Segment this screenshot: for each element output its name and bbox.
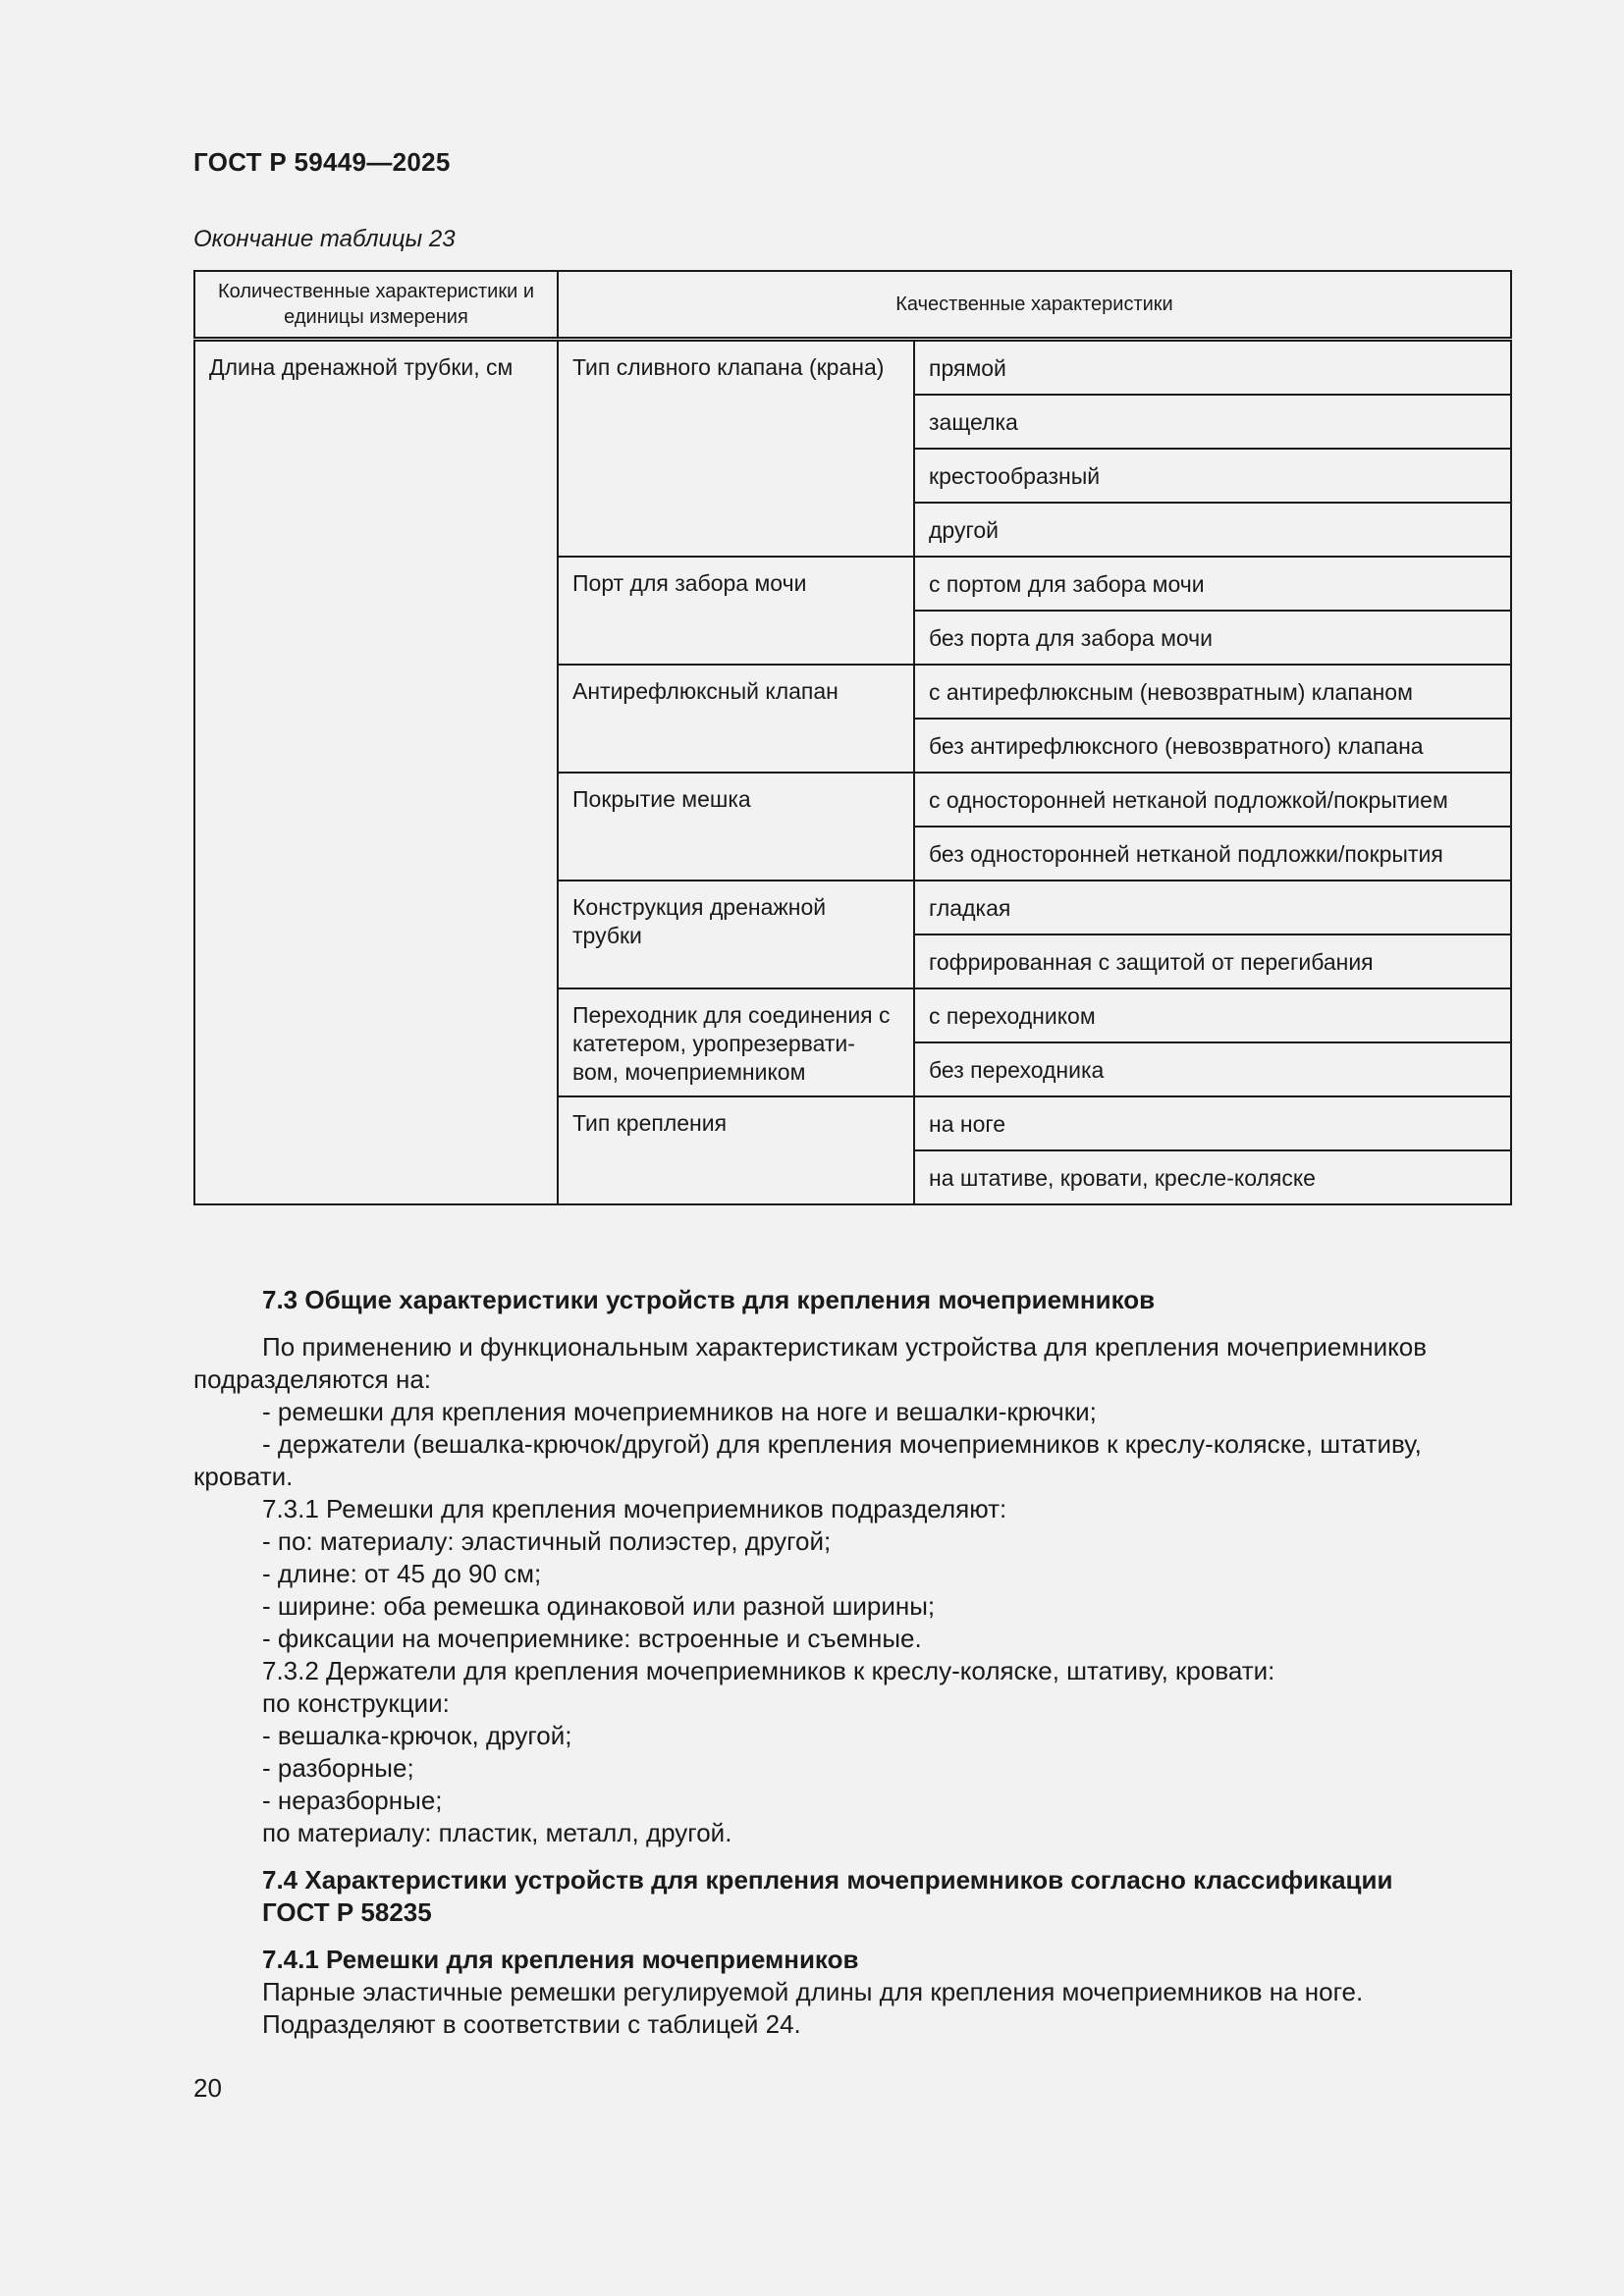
group-value: без односторонней нетканой подложки/покрытия	[914, 827, 1511, 881]
group-name: Переходник для соединения с катетером, уропрезервати-вом, мочеприемником	[558, 988, 914, 1096]
list-item-continuation: кровати.	[193, 1462, 294, 1491]
list-item: - разборные;	[262, 1753, 414, 1783]
list-item: - длине: от 45 до 90 см;	[262, 1559, 542, 1588]
list-item: - фиксации на мочеприемнике: встроенные и съемные.	[262, 1624, 922, 1653]
list-item: - по: материалу: эластичный полиэстер, другой;	[262, 1526, 832, 1556]
characteristics-table	[193, 270, 1512, 1205]
section-heading-7-4-cont: ГОСТ Р 58235	[262, 1897, 432, 1927]
group-value: с переходником	[914, 988, 1511, 1042]
group-value: на ноге	[914, 1096, 1511, 1150]
group-value: с односторонней нетканой подложкой/покрытием	[914, 773, 1511, 827]
group-name: Покрытие мешка	[558, 773, 914, 881]
group-value: гладкая	[914, 881, 1511, 934]
paragraph: Парные эластичные ремешки регулируемой длины для крепления мочеприемников на ноге.	[262, 1977, 1364, 2006]
subsection-7-3-2: 7.3.2 Держатели для крепления мочеприемников к креслу-коляске, штативу, кровати:	[262, 1656, 1275, 1685]
group-value: с антирефлюксным (невозвратным) клапаном	[914, 665, 1511, 719]
page-number: 20	[193, 2073, 222, 2103]
group-value: с портом для забора мочи	[914, 557, 1511, 611]
section-heading-7-4: 7.4 Характеристики устройств для крепления мочеприемников согласно классификации	[262, 1865, 1393, 1895]
table-caption: Окончание таблицы 23	[193, 226, 456, 252]
group-value: прямой	[914, 340, 1511, 396]
paragraph: Подразделяют в соответствии с таблицей 24.	[262, 2009, 801, 2039]
quantitative-cell: Длина дренажной трубки, см	[194, 340, 558, 1205]
section-heading-7-4-1: 7.4.1 Ремешки для крепления мочеприемников	[262, 1945, 859, 1974]
group-name: Порт для забора мочи	[558, 557, 914, 665]
list-item: - ширине: оба ремешка одинаковой или разной ширины;	[262, 1591, 936, 1621]
section-heading-7-3: 7.3 Общие характеристики устройств для крепления мочеприемников	[262, 1285, 1156, 1314]
group-value: защелка	[914, 395, 1511, 449]
document-body	[193, 1284, 1510, 2041]
group-value: другой	[914, 503, 1511, 557]
list-item: - держатели (вешалка-крючок/другой) для крепления мочеприемников к креслу-коляске, штативу,	[262, 1429, 1422, 1459]
group-name: Тип крепления	[558, 1096, 914, 1204]
list-item: - ремешки для крепления мочеприемников на ноге и вешалки-крючки;	[262, 1397, 1097, 1426]
group-name: Антирефлюксный клапан	[558, 665, 914, 773]
group-name: Тип сливного клапана (крана)	[558, 340, 914, 558]
paragraph: подразделяются на:	[193, 1364, 432, 1394]
list-label: по конструкции:	[262, 1688, 450, 1718]
subsection-7-3-1: 7.3.1 Ремешки для крепления мочеприемников подразделяют:	[262, 1494, 1007, 1523]
list-item: - вешалка-крючок, другой;	[262, 1721, 572, 1750]
group-value: без порта для забора мочи	[914, 611, 1511, 665]
paragraph: По применению и функциональным характеристикам устройства для крепления мочеприемников	[262, 1332, 1428, 1362]
group-name: Конструкция дренажной трубки	[558, 881, 914, 988]
group-value: на штативе, кровати, кресле-коляске	[914, 1150, 1511, 1204]
column-header-quantitative: Количественные характеристики и единицы измерения	[194, 271, 558, 340]
list-label: по материалу: пластик, металл, другой.	[262, 1818, 732, 1847]
column-header-qualitative: Качественные характеристики	[558, 271, 1511, 340]
group-value: без антирефлюксного (невозвратного) клапана	[914, 719, 1511, 773]
list-item: - неразборные;	[262, 1786, 443, 1815]
document-id: ГОСТ Р 59449—2025	[193, 147, 451, 177]
group-value: крестообразный	[914, 449, 1511, 503]
group-value: гофрированная с защитой от перегибания	[914, 934, 1511, 988]
group-value: без переходника	[914, 1042, 1511, 1096]
